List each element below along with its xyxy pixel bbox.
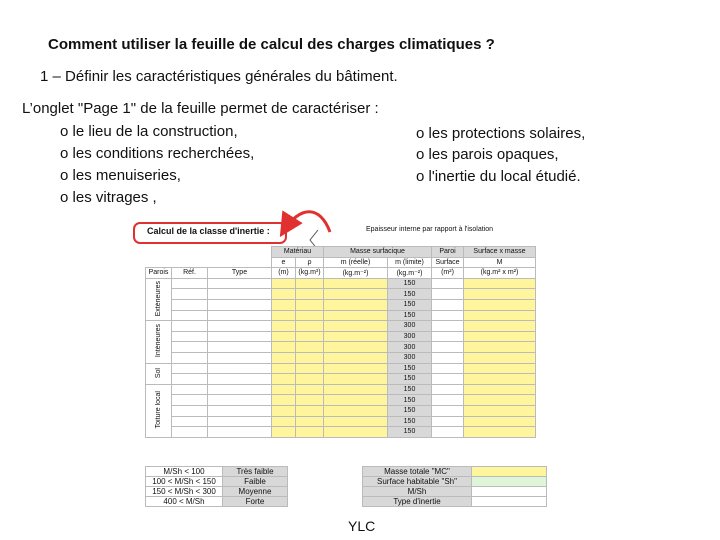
input-cell[interactable]: [324, 363, 388, 374]
input-cell[interactable]: [296, 299, 324, 310]
input-cell[interactable]: [464, 299, 536, 310]
input-cell[interactable]: [432, 374, 464, 385]
hdr-e: e: [272, 257, 296, 268]
class-range: 150 < M/Sh < 300: [146, 487, 223, 497]
input-cell[interactable]: [208, 278, 272, 289]
input-cell[interactable]: [272, 363, 296, 374]
input-cell[interactable]: [296, 321, 324, 332]
table-row: [146, 374, 536, 385]
hdr-materiau: Matériau: [272, 247, 324, 258]
input-cell[interactable]: [324, 405, 388, 416]
input-cell[interactable]: [208, 363, 272, 374]
class-label: Forte: [223, 497, 288, 507]
page-title: Comment utiliser la feuille de calcul des charges climatiques ?: [48, 36, 495, 53]
intro-text: L’onglet "Page 1" de la feuille permet de caractériser :: [22, 100, 379, 117]
table-row: [146, 310, 536, 321]
class-label: Très faible: [223, 467, 288, 477]
input-cell[interactable]: [324, 352, 388, 363]
m-limite-cell: 150: [388, 299, 432, 310]
input-cell[interactable]: [464, 427, 536, 438]
input-cell[interactable]: [464, 405, 536, 416]
input-cell[interactable]: [432, 384, 464, 395]
input-cell[interactable]: [296, 384, 324, 395]
class-label: Faible: [223, 477, 288, 487]
input-cell[interactable]: [324, 289, 388, 300]
table-row: [146, 352, 536, 363]
input-cell[interactable]: [172, 363, 208, 374]
total-msh-label: M/Sh: [363, 487, 472, 497]
input-cell[interactable]: [324, 321, 388, 332]
input-cell[interactable]: [464, 352, 536, 363]
table-row: [146, 363, 536, 374]
hdr-surface-masse: Surface x masse: [464, 247, 536, 258]
hdr-parois: Parois: [146, 268, 172, 279]
bullet-right-3: o l'inertie du local étudié.: [416, 168, 581, 185]
hdr-paroi: Paroi: [432, 247, 464, 258]
m-limite-cell: 150: [388, 310, 432, 321]
m-limite-cell: 300: [388, 342, 432, 353]
input-cell[interactable]: [464, 384, 536, 395]
input-cell[interactable]: [172, 278, 208, 289]
input-cell[interactable]: [324, 278, 388, 289]
input-cell[interactable]: [208, 416, 272, 427]
input-cell[interactable]: [432, 331, 464, 342]
input-cell[interactable]: [172, 405, 208, 416]
hdr-rho: ρ: [296, 257, 324, 268]
total-msh-value: [472, 487, 547, 497]
hdr-unit-m: (m): [272, 268, 296, 279]
input-cell[interactable]: [208, 352, 272, 363]
input-cell[interactable]: [172, 342, 208, 353]
input-cell[interactable]: [324, 310, 388, 321]
inertia-class-label-box: Calcul de la classe d'inertie :: [133, 222, 287, 244]
m-limite-cell: 300: [388, 331, 432, 342]
input-cell[interactable]: [208, 331, 272, 342]
input-cell[interactable]: [272, 405, 296, 416]
input-cell[interactable]: [208, 405, 272, 416]
input-cell[interactable]: [296, 278, 324, 289]
input-cell[interactable]: [296, 395, 324, 406]
total-sh-value[interactable]: [472, 477, 547, 487]
table-row: [146, 405, 536, 416]
input-cell[interactable]: [464, 374, 536, 385]
input-cell[interactable]: [464, 331, 536, 342]
table-row: [146, 416, 536, 427]
input-cell[interactable]: [296, 363, 324, 374]
input-cell[interactable]: [172, 299, 208, 310]
input-cell[interactable]: [432, 363, 464, 374]
class-range: 100 < M/Sh < 150: [146, 477, 223, 487]
input-cell[interactable]: [296, 416, 324, 427]
input-cell[interactable]: [172, 427, 208, 438]
input-cell[interactable]: [296, 342, 324, 353]
total-type-label: Type d'inertie: [363, 497, 472, 507]
input-cell[interactable]: [324, 374, 388, 385]
table-row: [146, 331, 536, 342]
input-cell[interactable]: [208, 310, 272, 321]
table-row: [146, 395, 536, 406]
input-cell[interactable]: [464, 395, 536, 406]
input-cell[interactable]: [432, 310, 464, 321]
hdr-m-reelle: m (réelle): [324, 257, 388, 268]
hdr-masse-surfacique: Masse surfacique: [324, 247, 432, 258]
input-cell[interactable]: [432, 405, 464, 416]
input-cell[interactable]: [272, 427, 296, 438]
hdr-unit-M: (kg.m² x m²): [464, 268, 536, 279]
input-cell[interactable]: [324, 342, 388, 353]
table-row: [146, 427, 536, 438]
input-cell[interactable]: [208, 321, 272, 332]
input-cell[interactable]: [272, 416, 296, 427]
table-row: [146, 299, 536, 310]
input-cell[interactable]: [432, 352, 464, 363]
input-cell[interactable]: [324, 384, 388, 395]
bullet-left-2: o les conditions recherchées,: [60, 145, 255, 162]
input-cell[interactable]: [272, 299, 296, 310]
bullet-left-1: o le lieu de la construction,: [60, 123, 238, 140]
input-cell[interactable]: [432, 278, 464, 289]
class-range: M/Sh < 100: [146, 467, 223, 477]
input-cell[interactable]: [432, 321, 464, 332]
inertia-classes-table: [145, 466, 288, 507]
input-cell[interactable]: [172, 384, 208, 395]
input-cell[interactable]: [208, 342, 272, 353]
thickness-note: Epaisseur interne par rapport à l'isolation: [366, 226, 494, 233]
input-cell[interactable]: [432, 289, 464, 300]
input-cell[interactable]: [272, 278, 296, 289]
input-cell[interactable]: [208, 374, 272, 385]
input-cell[interactable]: [432, 416, 464, 427]
hdr-unit-kgm3: (kg.m³): [296, 268, 324, 279]
input-cell[interactable]: [172, 416, 208, 427]
input-cell[interactable]: [272, 331, 296, 342]
input-cell[interactable]: [296, 289, 324, 300]
hdr-type: Type: [208, 268, 272, 279]
totals-table: [362, 466, 547, 507]
total-mc-label: Masse totale "MC": [363, 467, 472, 477]
hdr-ref: Réf.: [172, 268, 208, 279]
bullet-right-2: o les parois opaques,: [416, 146, 559, 163]
m-limite-cell: 300: [388, 352, 432, 363]
input-cell[interactable]: [272, 352, 296, 363]
hdr-unit-m2: (m²): [432, 268, 464, 279]
input-cell[interactable]: [208, 395, 272, 406]
input-cell[interactable]: [296, 405, 324, 416]
input-cell[interactable]: [172, 352, 208, 363]
hdr-surface: Surface: [432, 257, 464, 268]
m-limite-cell: 150: [388, 278, 432, 289]
input-cell[interactable]: [272, 395, 296, 406]
class-label: Moyenne: [223, 487, 288, 497]
input-cell[interactable]: [172, 374, 208, 385]
bullet-left-3: o les menuiseries,: [60, 167, 181, 184]
table-row: [146, 384, 536, 395]
wall-group-label: Sol: [146, 363, 172, 384]
input-cell[interactable]: [296, 331, 324, 342]
input-cell[interactable]: [296, 310, 324, 321]
input-cell[interactable]: [432, 427, 464, 438]
inertia-spreadsheet: [145, 246, 551, 438]
bullet-right-1: o les protections solaires,: [416, 125, 586, 142]
input-cell[interactable]: [296, 427, 324, 438]
total-type-value: [472, 497, 547, 507]
table-row: [146, 321, 536, 332]
input-cell[interactable]: [324, 395, 388, 406]
m-limite-cell: 300: [388, 321, 432, 332]
input-cell[interactable]: [208, 289, 272, 300]
input-cell[interactable]: [272, 321, 296, 332]
input-cell[interactable]: [432, 299, 464, 310]
input-cell[interactable]: [324, 416, 388, 427]
m-limite-cell: 150: [388, 427, 432, 438]
class-range: 400 < M/Sh: [146, 497, 223, 507]
m-limite-cell: 150: [388, 395, 432, 406]
hdr-M: M: [464, 257, 536, 268]
input-cell[interactable]: [464, 363, 536, 374]
input-cell[interactable]: [464, 342, 536, 353]
input-cell[interactable]: [208, 384, 272, 395]
total-mc-value[interactable]: [472, 467, 547, 477]
hdr-m-limite: m (limite): [388, 257, 432, 268]
table-row: [146, 289, 536, 300]
m-limite-cell: 150: [388, 384, 432, 395]
input-cell[interactable]: [172, 395, 208, 406]
input-cell[interactable]: [272, 374, 296, 385]
input-cell[interactable]: [172, 331, 208, 342]
section-heading: 1 – Définir les caractéristiques générales du bâtiment.: [40, 68, 398, 85]
input-cell[interactable]: [296, 352, 324, 363]
m-limite-cell: 150: [388, 374, 432, 385]
hdr-unit-mlim: (kg.m⁻²): [388, 268, 432, 279]
input-cell[interactable]: [464, 310, 536, 321]
table-row: [146, 278, 536, 289]
input-cell[interactable]: [464, 416, 536, 427]
input-cell[interactable]: [464, 289, 536, 300]
input-cell[interactable]: [432, 342, 464, 353]
input-cell[interactable]: [432, 395, 464, 406]
m-limite-cell: 150: [388, 416, 432, 427]
input-cell[interactable]: [324, 331, 388, 342]
m-limite-cell: 150: [388, 363, 432, 374]
wall-group-label: Intérieures: [146, 321, 172, 363]
input-cell[interactable]: [272, 310, 296, 321]
input-cell[interactable]: [208, 427, 272, 438]
input-cell[interactable]: [208, 299, 272, 310]
input-cell[interactable]: [172, 289, 208, 300]
input-cell[interactable]: [296, 374, 324, 385]
wall-group-label: Extérieures: [146, 278, 172, 320]
input-cell[interactable]: [172, 321, 208, 332]
table-row: [146, 342, 536, 353]
wall-group-label: Toiture local: [146, 384, 172, 437]
footer-initials: YLC: [348, 518, 376, 534]
m-limite-cell: 150: [388, 405, 432, 416]
input-cell[interactable]: [172, 310, 208, 321]
input-cell[interactable]: [272, 289, 296, 300]
input-cell[interactable]: [464, 321, 536, 332]
total-sh-label: Surface habitable "Sh": [363, 477, 472, 487]
bullet-left-4: o les vitrages ,: [60, 189, 157, 206]
input-cell[interactable]: [272, 384, 296, 395]
input-cell[interactable]: [464, 278, 536, 289]
m-limite-cell: 150: [388, 289, 432, 300]
input-cell[interactable]: [272, 342, 296, 353]
input-cell[interactable]: [324, 427, 388, 438]
hdr-unit-mreel: (kg.m⁻²): [324, 268, 388, 279]
input-cell[interactable]: [324, 299, 388, 310]
